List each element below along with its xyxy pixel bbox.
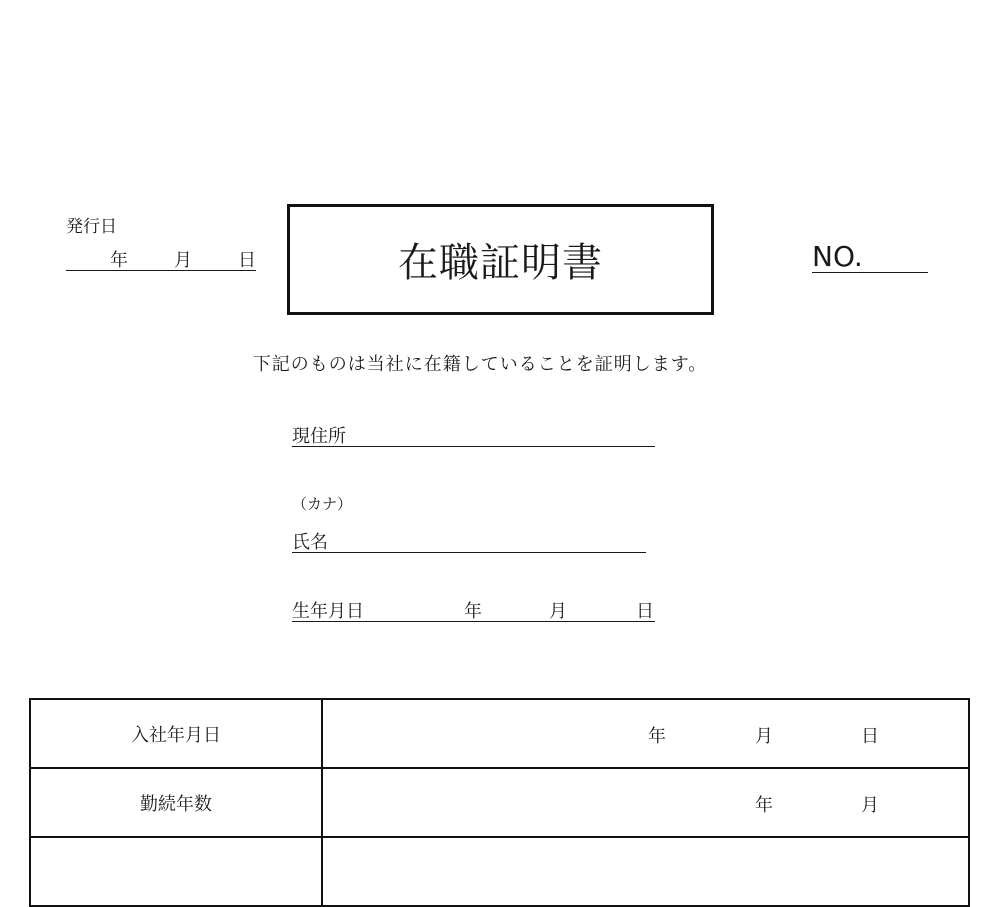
- birthdate-label: 生年月日: [292, 601, 364, 622]
- certification-statement: 下記のものは当社に在籍していることを証明します。: [252, 354, 708, 375]
- table-row: [30, 837, 969, 906]
- hire-date-value[interactable]: [322, 699, 969, 768]
- issue-year-unit: 年: [110, 250, 128, 271]
- years-of-service-label: 勤続年数: [30, 768, 322, 837]
- service-month-unit: 月: [861, 795, 879, 816]
- table-row: [30, 768, 969, 837]
- years-of-service-value[interactable]: [322, 768, 969, 837]
- address-field[interactable]: [292, 422, 655, 447]
- document-number-label: NO.: [812, 240, 863, 273]
- name-field[interactable]: [292, 528, 646, 553]
- birth-year-unit: 年: [464, 601, 482, 622]
- address-label: 現住所: [292, 426, 346, 447]
- row3-value[interactable]: [322, 837, 969, 906]
- document-number-field[interactable]: [812, 240, 928, 273]
- hire-day-unit: 日: [861, 726, 879, 747]
- hire-year-unit: 年: [648, 726, 666, 747]
- document-title: 在職証明書: [398, 240, 603, 286]
- service-year-unit: 年: [755, 795, 773, 816]
- issue-date-label: 発行日: [66, 217, 117, 237]
- issue-date-field[interactable]: [66, 246, 256, 271]
- name-label: 氏名: [292, 532, 328, 553]
- birthdate-field[interactable]: [292, 597, 655, 622]
- title-box: [287, 204, 714, 315]
- issue-day-unit: 日: [238, 250, 256, 271]
- birth-day-unit: 日: [636, 601, 654, 622]
- employment-info-table: [29, 698, 970, 907]
- kana-label: （カナ）: [292, 495, 353, 513]
- table-row: [30, 699, 969, 768]
- issue-month-unit: 月: [174, 250, 192, 271]
- row3-label: [30, 837, 322, 906]
- birth-month-unit: 月: [549, 601, 567, 622]
- hire-month-unit: 月: [755, 726, 773, 747]
- hire-date-label: 入社年月日: [30, 699, 322, 768]
